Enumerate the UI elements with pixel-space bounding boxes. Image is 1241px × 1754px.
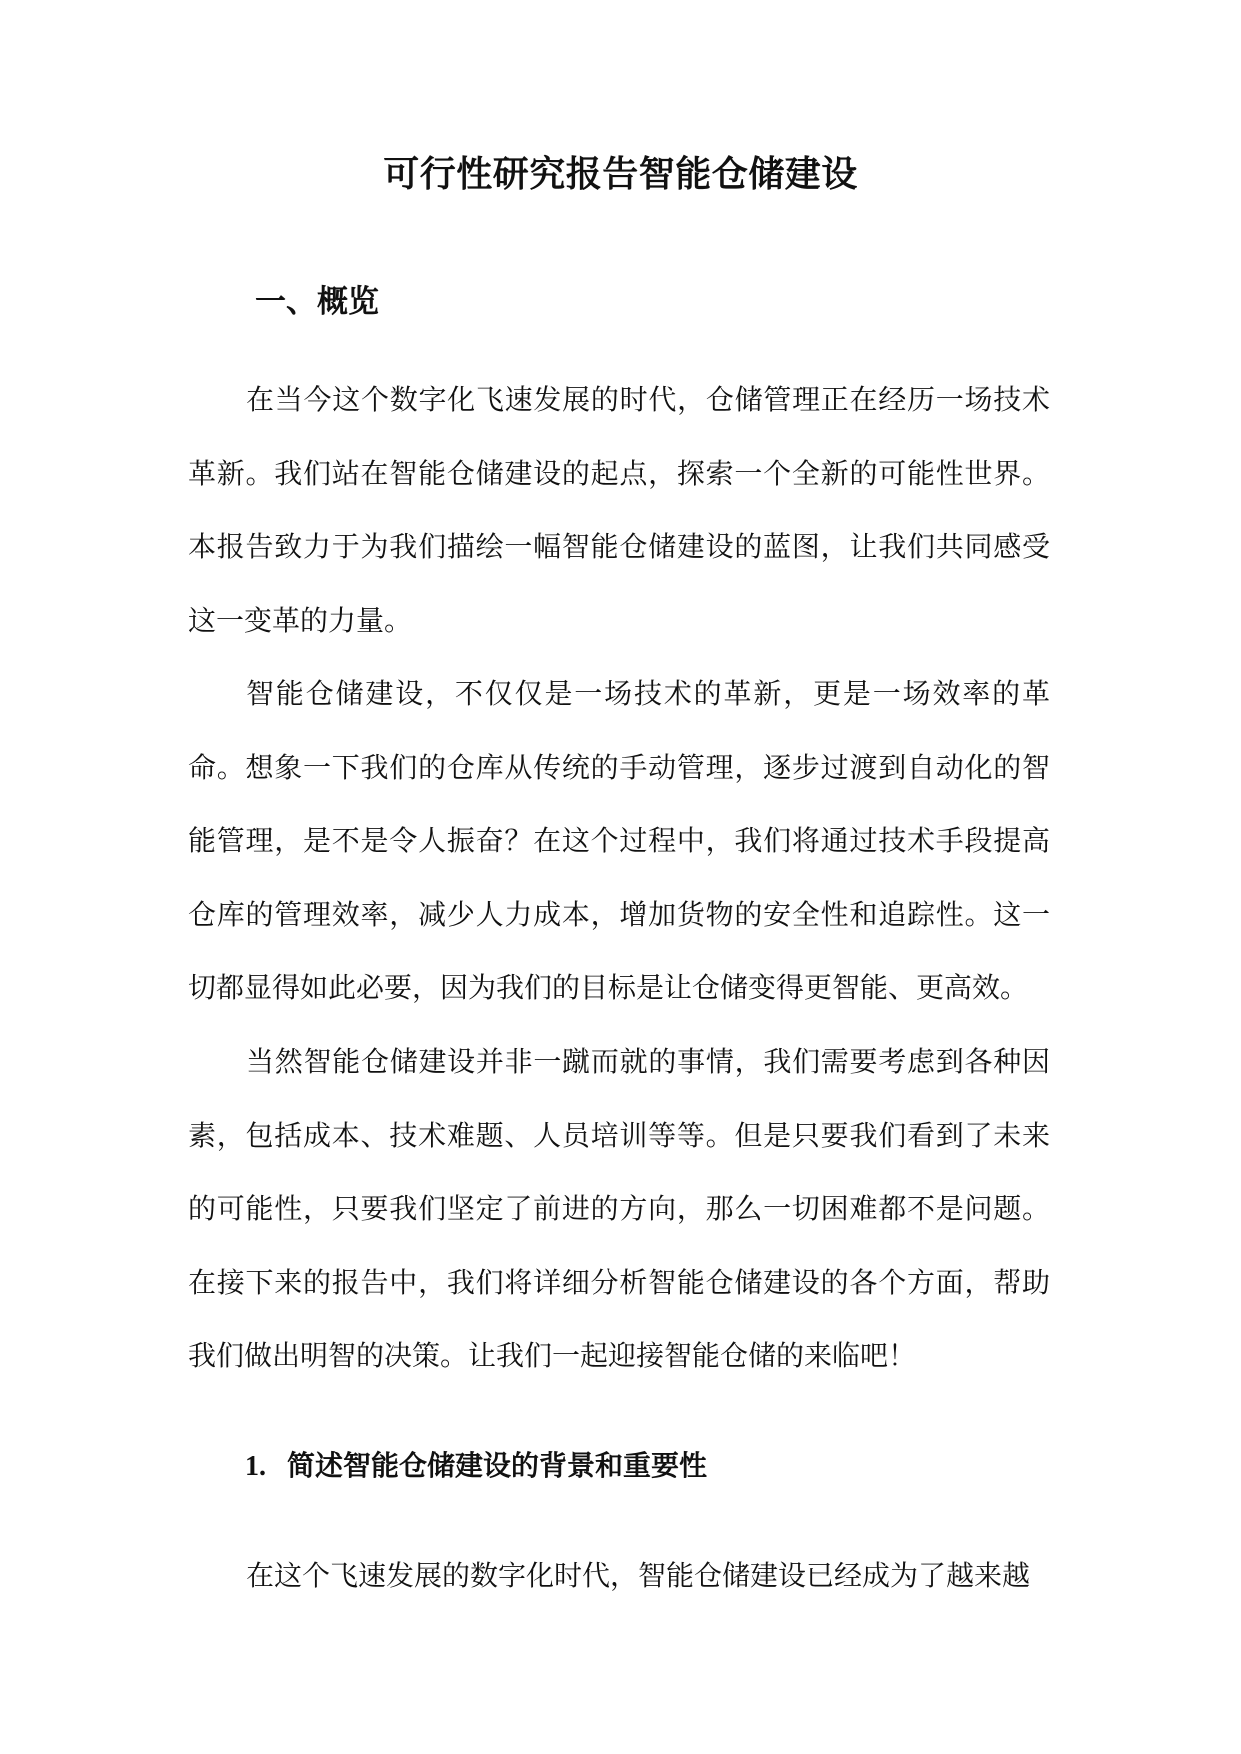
subsection-heading-text: 简述智能仓储建设的背景和重要性	[287, 1449, 708, 1482]
overview-paragraph-2: 智能仓储建设，不仅仅是一场技术的革新，更是一场效率的革命。想象一下我们的仓库从传统的手动管理，逐步过渡到自动化的智能管理，是不是令人振奋？在这个过程中，我们将通过技术手段提高仓库的管理效率，减少人力成本，增加货物的安全性和追踪性。这一切都显得如此必要，因为我们的目标是让仓储变得更智能、更高效。	[188, 677, 1050, 1004]
overview-paragraph-1: 在当今这个数字化飞速发展的时代，仓储管理正在经历一场技术革新。我们站在智能仓储建设的起点，探索一个全新的可能性世界。本报告致力于为我们描绘一幅智能仓储建设的蓝图，让我们共同感受这一变革的力量。	[188, 383, 1050, 637]
section-heading-overview: 一、概览	[255, 284, 379, 320]
document-title: 可行性研究报告智能仓储建设	[383, 153, 858, 195]
subsection-heading-background	[245, 1444, 707, 1489]
subsection-number: 1.	[245, 1451, 266, 1482]
background-paragraph-1: 在这个飞速发展的数字化时代，智能仓储建设已经成为了越来越	[246, 1559, 1031, 1592]
overview-paragraph-3: 当然智能仓储建设并非一蹴而就的事情，我们需要考虑到各种因素，包括成本、技术难题、人员培训等等。但是只要我们看到了未来的可能性，只要我们坚定了前进的方向，那么一切困难都不是问题。在接下来的报告中，我们将详细分析智能仓储建设的各个方面，帮助我们做出明智的决策。让我们一起迎接智能仓储的来临吧！	[188, 1045, 1050, 1372]
